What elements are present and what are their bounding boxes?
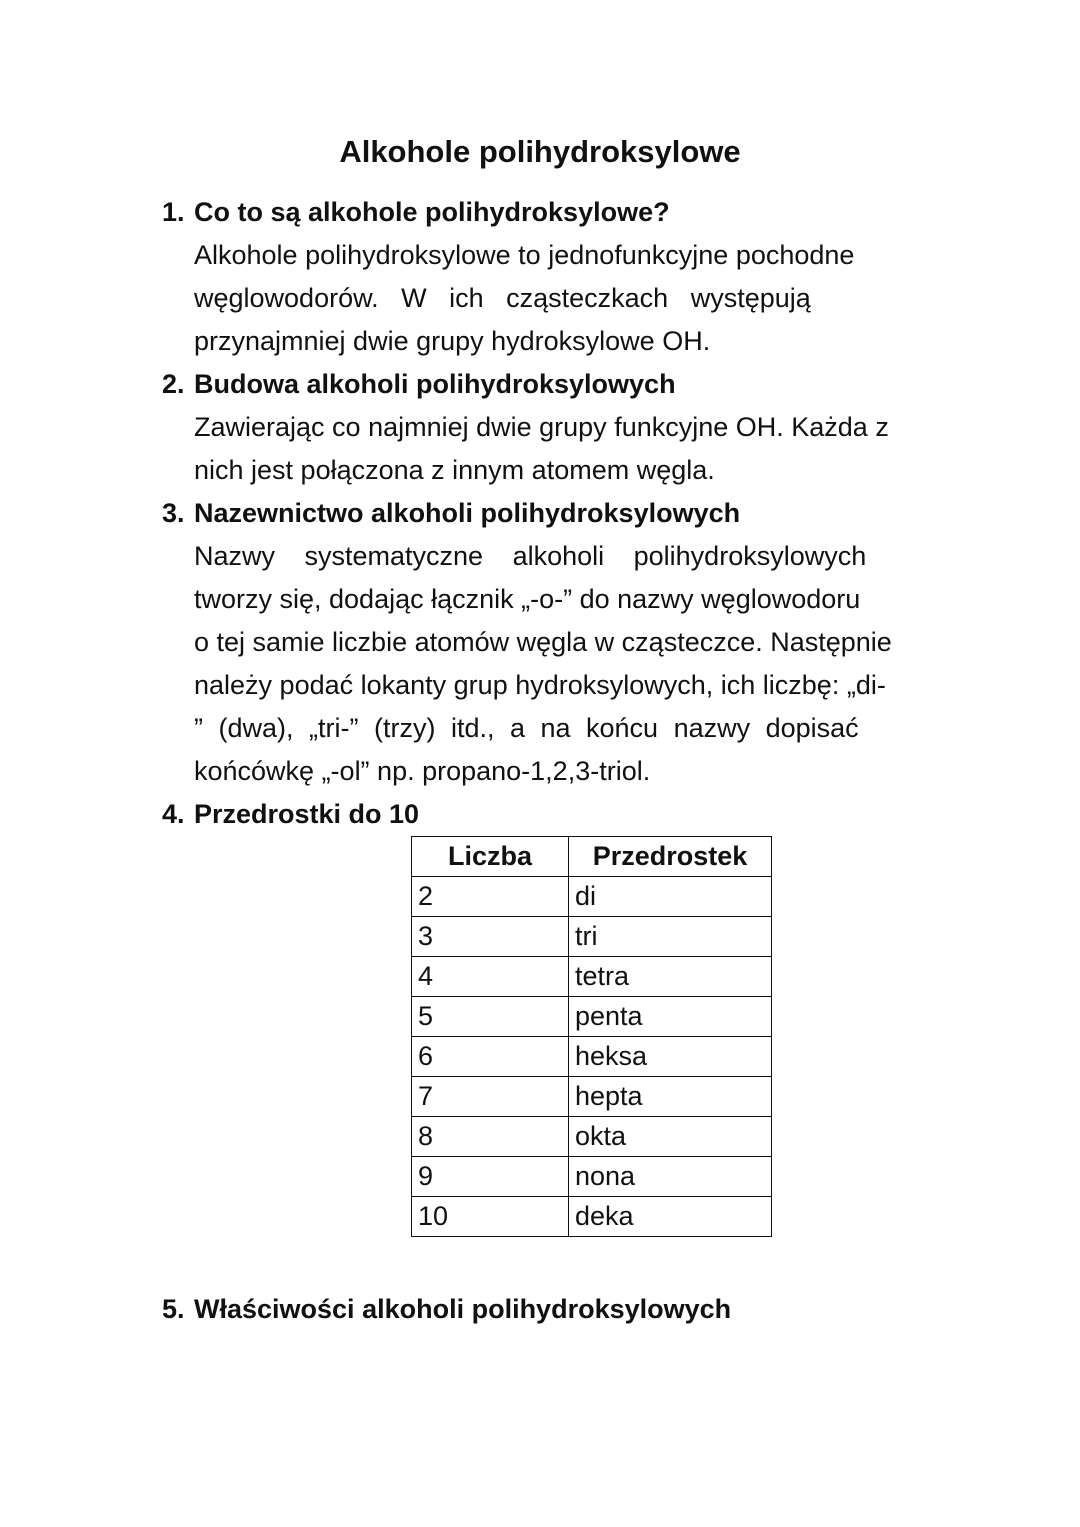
- table-row: [412, 997, 772, 1037]
- text-line: należy podać lokanty grup hydroksylowych, ich liczbę: „di-: [194, 670, 886, 700]
- prefix-cell: tri: [569, 917, 772, 957]
- number-cell: 8: [412, 1117, 569, 1157]
- text-line: o tej samie liczbie atomów węgla w cząsteczce. Następnie: [194, 627, 892, 657]
- prefix-table: [411, 836, 772, 1237]
- prefix-cell: hepta: [569, 1077, 772, 1117]
- section-title: Co to są alkohole polihydroksylowe?: [194, 197, 670, 227]
- prefix-cell: di: [569, 877, 772, 917]
- number-cell: 6: [412, 1037, 569, 1077]
- text-line: ” (dwa), „tri-” (trzy) itd., a na końcu nazwy dopisać: [194, 713, 859, 743]
- prefix-cell: heksa: [569, 1037, 772, 1077]
- number-cell: 5: [412, 997, 569, 1037]
- prefix-cell: tetra: [569, 957, 772, 997]
- text-line: węglowodorów. W ich cząsteczkach występują: [194, 283, 811, 313]
- table-header-row: [412, 837, 772, 877]
- section-3-body: [194, 535, 950, 793]
- section-number: 2.: [162, 369, 185, 399]
- section-title: Przedrostki do 10: [194, 799, 420, 829]
- text-line: przynajmniej dwie grupy hydroksylowe OH.: [194, 326, 711, 356]
- number-cell: 7: [412, 1077, 569, 1117]
- table-row: [412, 877, 772, 917]
- prefix-cell: nona: [569, 1157, 772, 1197]
- section-number: 4.: [162, 799, 185, 829]
- table-row: [412, 1077, 772, 1117]
- text-line: końcówkę „-ol” np. propano-1,2,3-triol.: [194, 756, 651, 786]
- page-title: Alkohole polihydroksylowe: [339, 134, 741, 169]
- table-row: [412, 917, 772, 957]
- number-cell: 2: [412, 877, 569, 917]
- section-5-heading: [162, 1291, 731, 1327]
- section-3-heading: [162, 495, 740, 531]
- section-title: Budowa alkoholi polihydroksylowych: [194, 369, 676, 399]
- section-1-heading: [162, 194, 670, 230]
- table-row: [412, 957, 772, 997]
- text-line: Zawierając co najmniej dwie grupy funkcyjne OH. Każda z: [194, 412, 889, 442]
- table-row: [412, 1037, 772, 1077]
- number-cell: 9: [412, 1157, 569, 1197]
- column-header-number: Liczba: [412, 837, 569, 877]
- number-cell: 4: [412, 957, 569, 997]
- section-4-heading: [162, 796, 419, 832]
- prefix-cell: deka: [569, 1197, 772, 1237]
- text-line: tworzy się, dodając łącznik „-o-” do nazwy węglowodoru: [194, 584, 861, 614]
- section-2-heading: [162, 366, 676, 402]
- text-line: Nazwy systematyczne alkoholi polihydroksylowych: [194, 541, 867, 571]
- section-title: Nazewnictwo alkoholi polihydroksylowych: [194, 498, 741, 528]
- section-title: Właściwości alkoholi polihydroksylowych: [194, 1294, 732, 1324]
- table-row: [412, 1157, 772, 1197]
- section-number: 1.: [162, 197, 185, 227]
- number-cell: 10: [412, 1197, 569, 1237]
- column-header-prefix: Przedrostek: [569, 837, 772, 877]
- section-number: 3.: [162, 498, 185, 528]
- text-line: Alkohole polihydroksylowe to jednofunkcyjne pochodne: [194, 240, 855, 270]
- section-1-body: [194, 234, 950, 363]
- prefix-cell: penta: [569, 997, 772, 1037]
- number-cell: 3: [412, 917, 569, 957]
- section-number: 5.: [162, 1294, 185, 1324]
- text-line: nich jest połączona z innym atomem węgla.: [194, 455, 715, 485]
- table-row: [412, 1197, 772, 1237]
- table-row: [412, 1117, 772, 1157]
- prefix-cell: okta: [569, 1117, 772, 1157]
- section-2-body: [194, 406, 950, 492]
